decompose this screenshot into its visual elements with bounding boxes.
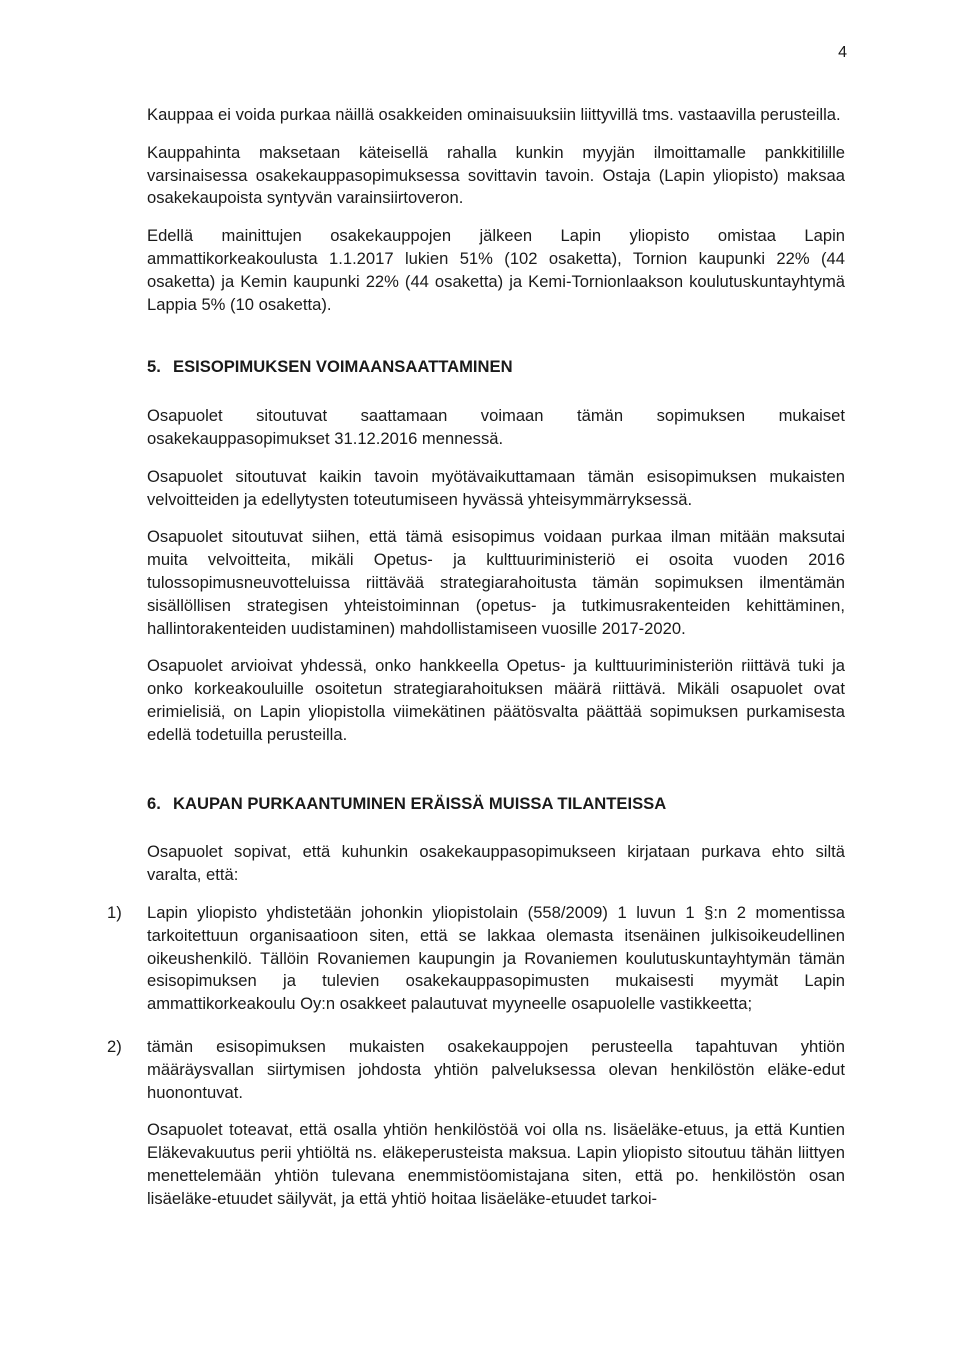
list-item-text: Lapin yliopisto yhdistetään johonkin yliopistolain (558/2009) 1 luvun 1 §:n 2 momentissa tarkoitettuun organisaatioon siten, että se lakkaa olemasta itsenäinen julkisoikeudellinen oikeushenkilö. Tällöin Rovaniemen kaupungin ja Rovaniemen koulutuskuntayhtymän tämän esisopimuksen ja tulevien osakekauppasopimusten mukaisesti myymät Lapin ammattikorkeakoulu Oy:n osakkeet palautuvat myyneelle osapuolelle vastikkeetta;: [147, 902, 845, 1014]
condition-list: [107, 902, 845, 1104]
section-5-paragraph-3: Osapuolet sitoutuvat siihen, että tämä esisopimus voidaan purkaa ilman mitään maksutai muita velvoitteita, mikäli Opetus- ja kulttuuriministeriö ei osoita vuoden 2016 tulossopimusneuvotteluissa riittävää strategiarahoitusta tämän sopimuksen ilmentämän sisällöllisen strategisen yhteistoiminnan (opetus- ja tutkimusrakenteiden kehittäminen, hallintorakenteiden uudistaminen) mahdollistamiseen vuosille 2017-2020.: [147, 527, 845, 638]
list-item-marker: 1): [107, 902, 122, 922]
page-number: 4: [838, 44, 847, 61]
section-5-paragraph-1: Osapuolet sitoutuvat saattamaan voimaan tämän sopimuksen mukaiset osakekauppasopimukset 31.12.2016 mennessä.: [147, 406, 845, 448]
document-body: [107, 104, 845, 1225]
list-item-marker: 2): [107, 1036, 122, 1056]
intro-paragraph-3: Edellä mainittujen osakekauppojen jälkeen Lapin yliopisto omistaa Lapin ammattikorkeakoulusta 1.1.2017 lukien 51% (102 osaketta), Tornion kaupunki 22% (44 osaketta) ja Kemin kaupunki 22% (44 osaketta) ja Kemi-Tornionlaakson koulutuskuntayhtymä Lappia 5% (10 osaketta).: [147, 226, 845, 314]
list-item: [107, 902, 845, 1016]
section-6-intro: Osapuolet sopivat, että kuhunkin osakekauppasopimukseen kirjataan purkava ehto siltä varalta, että:: [147, 842, 845, 885]
section-6-title: KAUPAN PURKAANTUMINEN ERÄISSÄ MUISSA TILANTEISSA: [173, 793, 667, 813]
list-item-text: tämän esisopimuksen mukaisten osakekauppojen perusteella tapahtuvan yhtiön määräysvallan siirtymisen johdosta yhtiön palveluksessa olevan henkilöstön eläke-edut huonontuvat.: [147, 1036, 845, 1102]
section-5-paragraph-2: Osapuolet sitoutuvat kaikin tavoin myötävaikuttamaan tämän esisopimuksen mukaisten velvoitteiden ja edellytysten toteutumiseen hyvässä yhteisymmärryksessä.: [147, 466, 845, 509]
section-5-paragraph-4: Osapuolet arvioivat yhdessä, onko hankkeella Opetus- ja kulttuuriministeriön riittävä tuki ja onko korkeakouluille osoitetun strategiarahoituksen määrä riittävä. Mikäli osapuolet ovat erimielisiä, on Lapin yliopistolla viimekätinen päätösvalta päättää sopimuksen purkamisesta edellä todetuilla perusteilla.: [147, 656, 845, 744]
section-5-number: 5.: [147, 357, 161, 377]
intro-paragraph-2: Kauppahinta maksetaan käteisellä rahalla kunkin myyjän ilmoittamalle pankkitilille varsinaisessa osakekauppasopimuksessa sovittavin tavoin. Ostaja (Lapin yliopisto) maksaa osakekaupoista syntyvän varainsiirtoveron.: [147, 142, 845, 208]
section-6-heading: [147, 793, 845, 816]
section-6-number: 6.: [147, 793, 161, 813]
section-6-closing: Osapuolet toteavat, että osalla yhtiön henkilöstöä voi olla ns. lisäeläke-etuus, ja että Kuntien Eläkevakuutus perii yhtiöltä ns. eläkeperusteista maksua. Lapin yliopisto sitoutuu tähän liittyen menettelemään yhtiön tulevana enemmistöomistajana siten, että po. henkilöstön osan lisäeläke-etuudet säilyvät, ja että yhtiö hoitaa lisäeläke-etuudet tarkoi-: [147, 1120, 845, 1208]
section-5-heading: [147, 356, 845, 379]
intro-paragraph-1: Kauppaa ei voida purkaa näillä osakkeiden ominaisuuksiin liittyvillä tms. vastaavilla perusteilla.: [147, 105, 841, 124]
section-5-title: ESISOPIMUKSEN VOIMAANSAATTAMINEN: [173, 357, 513, 377]
list-item: [107, 1036, 845, 1104]
